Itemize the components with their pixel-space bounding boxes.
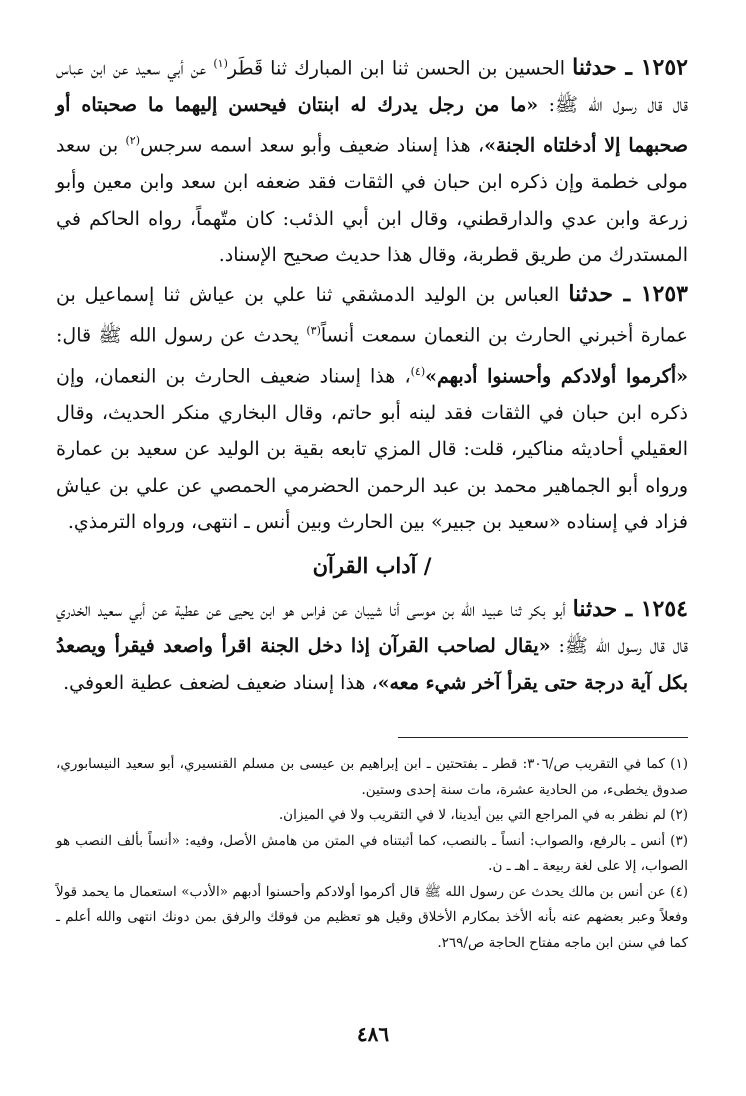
hadith-text: أبو بكر ثنا عبيد الله بن موسى أنا شيبان عن فراس هو ابن يحيى عن عطية عن أبي سعيد الخدري قال قال رسول الله ﷺ: bbox=[56, 598, 688, 658]
hadith-matn: «ما من رجل يدرك له ابنتان فيحسن إليهما ما صحبتاه أو صحبهما إلا أدخلتاه الجنة» bbox=[56, 93, 688, 157]
footnote-4: (٤) عن أنس بن مالك يحدث عن رسول الله ﷺ قال أكرموا أولادكم وأحسنوا أدبهم «الأدب» استعمال ما يحمد قولاً وفعلاً وعبر بعضهم عنه بأنه الأخذ بمكارم الأخلاق وقيل هو تعظيم من فوقك والرفق بمن دونك انتهى والله أعلم ـ كما في سنن ابن ماجه مفتاح الحاجة ص/٢٦٩. bbox=[56, 883, 688, 951]
hadith-heading: ١٢٥٢ ـ حدثنا bbox=[572, 54, 688, 81]
hadith-1254 bbox=[56, 591, 688, 702]
hadith-text: ، هذا إسناد ضعيف وأبو سعد اسمه سرجس bbox=[140, 134, 485, 157]
footnote-divider bbox=[398, 737, 688, 738]
hadith-heading: ١٢٥٤ ـ حدثنا bbox=[572, 595, 688, 622]
hadith-text: ، هذا إسناد ضعيف الحارث بن النعمان، وإن ذكره ابن حبان في الثقات فقد لينه أبو حاتم، وقال البخاري منكر الحديث، وقال العقيلي أحاديثه مناكير، قلت: قال المزي تابعه بقية بن الوليد عن سعيد بن عمارة ورواه أبو الجماهير محمد بن عبد الرحمن الحضرمي الحمصي عن علي بن عياش فزاد في إسناده «سعيد بن جبير» بين الحارث وبين أنس ـ انتهى، ورواه الترمذي. bbox=[56, 365, 688, 534]
footnote-ref[interactable]: (٢) bbox=[125, 134, 141, 148]
footnote-ref[interactable]: (٤) bbox=[410, 364, 426, 378]
hadith-1252 bbox=[56, 46, 688, 274]
footnote-1: (١) كما في التقريب ص/٣٠٦: قطر ـ بفتحتين ـ ابن إبراهيم بن عيسى بن مسلم القنسيري، أبو سعيد النيسابوري، صدوق يخطىء، من الحادية عشرة، مات سنة إحدى وستين. bbox=[56, 756, 688, 798]
hadith-text: عن أبي سعيد عن ابن عباس قال قال رسول الله ﷺ: bbox=[56, 57, 688, 116]
page-content bbox=[56, 46, 688, 956]
hadith-heading: ١٢٥٣ ـ حدثنا bbox=[568, 280, 688, 307]
hadith-text: بن سعد مولى خطمة وإن ذكره ابن حبان في الثقات فقد ضعفه ابن سعد وابن معين وأبو زرعة وابن عدي والدارقطني، وقال ابن أبي الذئب: كان متّهماً، رواه الحاكم في المستدرك من طريق قطربة، وقال هذا حديث صحيح الإسناد. bbox=[56, 134, 688, 267]
page-number: ٤٨٦ bbox=[356, 1022, 390, 1046]
hadith-text: ، هذا إسناد ضعيف لضعف عطية العوفي. bbox=[63, 671, 378, 694]
hadith-text: الحسين بن الحسن ثنا ابن المبارك ثنا قَطَر bbox=[227, 57, 573, 80]
footnote-ref[interactable]: (٣) bbox=[306, 324, 321, 338]
hadith-text: يحدث عن رسول الله ﷺ قال: bbox=[56, 324, 307, 347]
hadith-1253 bbox=[56, 276, 688, 541]
footnote-2: (٢) لم نظفر به في المراجع التي بين أيدينا، لا في التقريب ولا في الميزان. bbox=[278, 807, 688, 824]
footnotes bbox=[56, 752, 688, 956]
section-title: / آداب القرآن bbox=[312, 552, 432, 578]
hadith-text: العباس بن الوليد الدمشقي ثنا علي بن عياش ثنا إسماعيل بن عمارة أخبرني الحارث بن النعمان سمعت أنساً bbox=[56, 283, 688, 347]
footnote-3: (٣) أنس ـ بالرفع، والصواب: أنساً ـ بالنصب، كما أثبتناه في المتن من هامش الأصل، وفيه: «أنساً بألف النصب هو الصواب، إلا على لغة ربيعة ـ اهـ ـ ن. bbox=[56, 832, 688, 875]
hadith-matn: «يقال لصاحب القرآن إذا دخل الجنة اقرأ واصعد فيقرأ ويصعدُ بكل آية درجة حتى يقرأ آخر شيء معه» bbox=[56, 635, 688, 694]
footnote-ref[interactable]: (١) bbox=[213, 57, 228, 70]
hadith-matn: «أكرموا أولادكم وأحسنوا أدبهم» bbox=[425, 365, 688, 388]
